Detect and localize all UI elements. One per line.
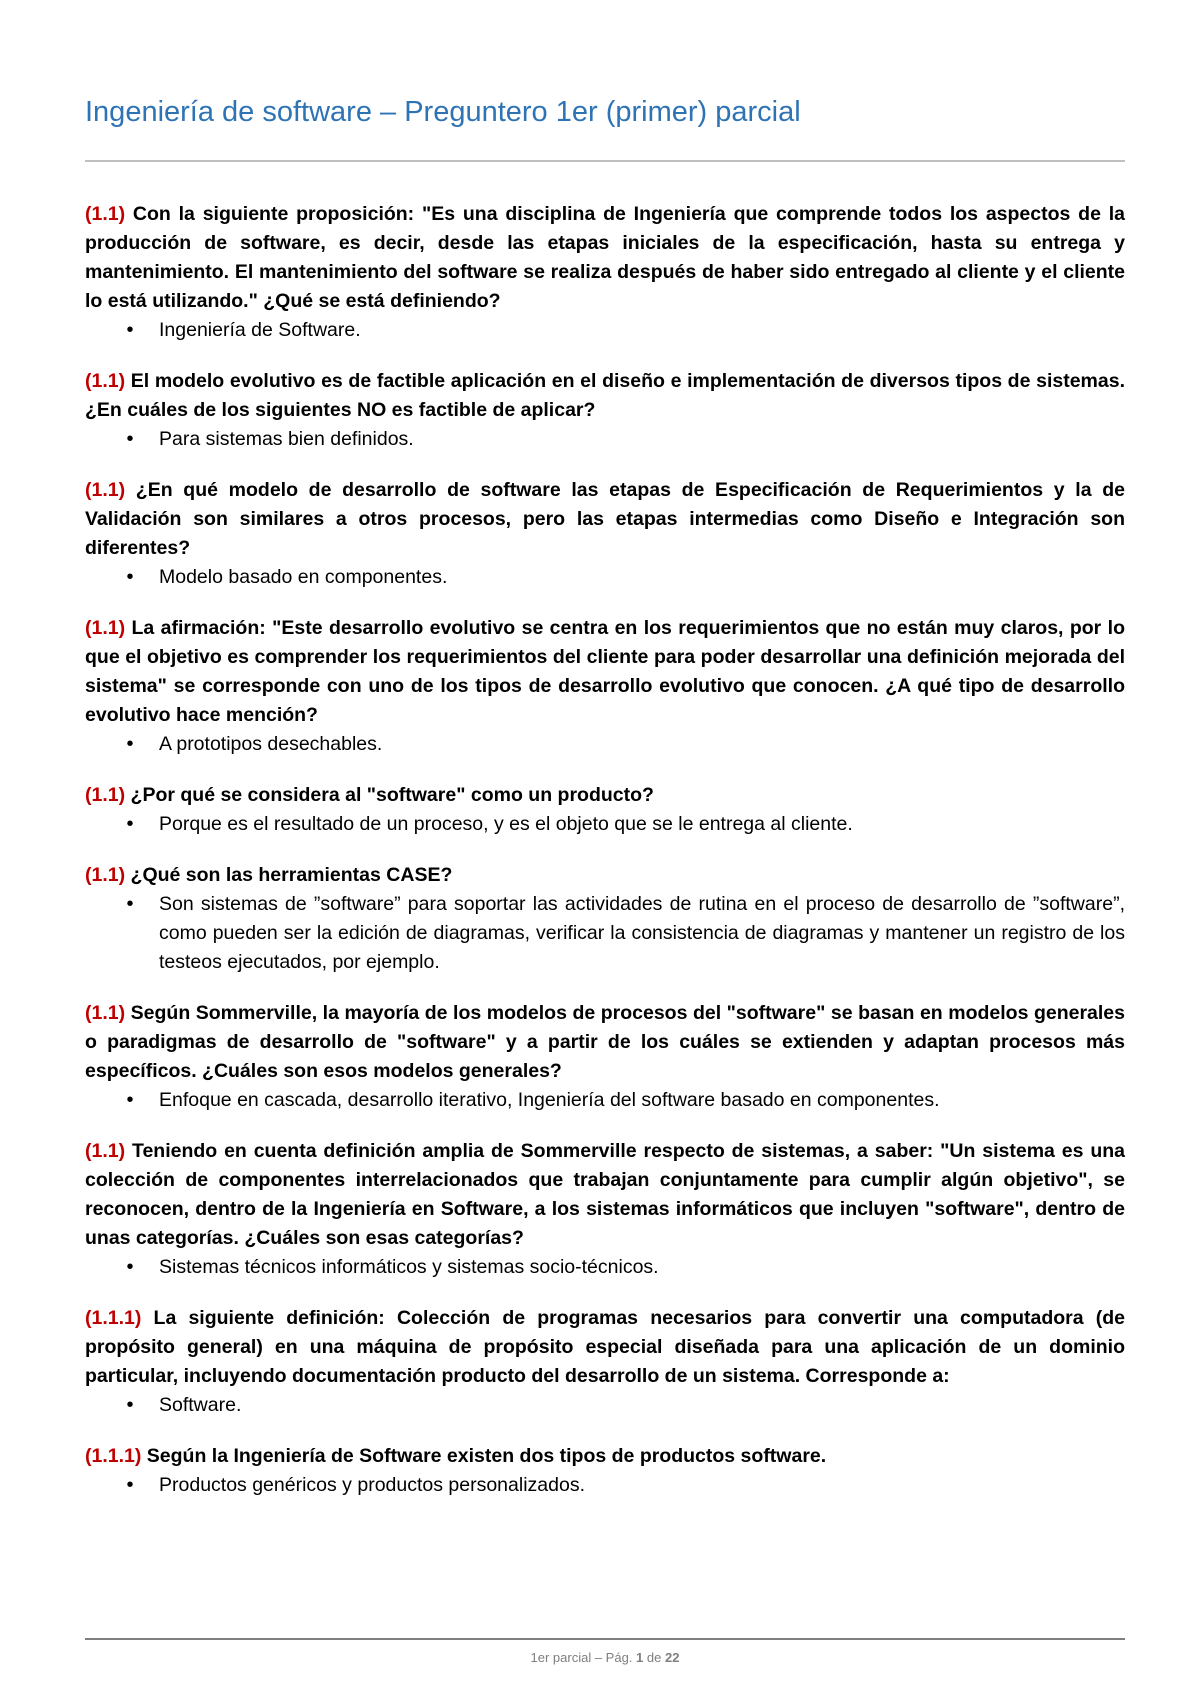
question-block bbox=[85, 476, 1125, 592]
question-block bbox=[85, 1304, 1125, 1420]
question-block bbox=[85, 614, 1125, 759]
answer-text: Porque es el resultado de un proceso, y es el objeto que se le entrega al cliente. bbox=[159, 813, 853, 835]
question-number: (1.1) bbox=[85, 479, 126, 501]
question-text bbox=[85, 200, 1125, 316]
question-block bbox=[85, 861, 1125, 977]
footer-of: de bbox=[646, 1650, 662, 1665]
bullet-icon: • bbox=[126, 319, 134, 341]
answer-item bbox=[85, 425, 1125, 454]
answer-item bbox=[85, 730, 1125, 759]
footer-page-total: 22 bbox=[665, 1650, 680, 1665]
question-text bbox=[85, 367, 1125, 425]
question-body: ¿En qué modelo de desarrollo de software las etapas de Especificación de Requerimientos y la de Validación son similares a otros procesos, pero las etapas intermedias como Diseño e Integración son diferentes? bbox=[85, 479, 1125, 559]
answer-item bbox=[85, 1471, 1125, 1500]
question-body: Con la siguiente proposición: "Es una disciplina de Ingeniería que comprende todos los aspectos de la producción de software, es decir, desde las etapas iniciales de la especificación, hasta su entrega y mantenimiento. El mantenimiento del software se realiza después de haber sido entregado al cliente y el cliente lo está utilizando." ¿Qué se está definiendo? bbox=[85, 203, 1125, 312]
question-text bbox=[85, 1442, 1125, 1471]
question-body: La afirmación: "Este desarrollo evolutivo se centra en los requerimientos que no están muy claros, por lo que el objetivo es comprender los requerimientos del cliente para poder desarrollar una definición mejorada del sistema" se corresponde con uno de los tipos de desarrollo evolutivo que conocen. ¿A qué tipo de desarrollo evolutivo hace mención? bbox=[85, 617, 1125, 726]
question-block bbox=[85, 200, 1125, 345]
answer-text: Enfoque en cascada, desarrollo iterativo, Ingeniería del software basado en componentes. bbox=[159, 1089, 940, 1111]
answer-item bbox=[85, 316, 1125, 345]
question-number: (1.1) bbox=[85, 203, 126, 225]
bullet-icon: • bbox=[126, 813, 134, 835]
answer-list bbox=[85, 425, 1125, 454]
title-divider bbox=[85, 160, 1125, 162]
question-number: (1.1) bbox=[85, 617, 126, 639]
answer-list bbox=[85, 316, 1125, 345]
question-block bbox=[85, 367, 1125, 454]
bullet-icon: • bbox=[126, 428, 134, 450]
bullet-icon: • bbox=[126, 566, 134, 588]
question-body: Teniendo en cuenta definición amplia de Sommerville respecto de sistemas, a saber: "Un sistema es una colección de componentes interrelacionados que trabajan conjuntamente para cumplir algún objetivo", se reconocen, dentro de la Ingeniería en Software, a los sistemas informáticos que incluyen "software", dentro de unas categorías. ¿Cuáles son esas categorías? bbox=[85, 1140, 1125, 1249]
bullet-icon: • bbox=[126, 893, 134, 915]
question-number: (1.1.1) bbox=[85, 1445, 142, 1467]
answer-list bbox=[85, 563, 1125, 592]
page-footer bbox=[85, 1650, 1125, 1665]
question-block bbox=[85, 1442, 1125, 1500]
question-text bbox=[85, 476, 1125, 563]
answer-text: Ingeniería de Software. bbox=[159, 319, 361, 341]
answer-item bbox=[85, 810, 1125, 839]
footer-divider bbox=[85, 1638, 1125, 1640]
answer-item bbox=[85, 1253, 1125, 1282]
answer-text: A prototipos desechables. bbox=[159, 733, 383, 755]
answer-item bbox=[85, 563, 1125, 592]
question-number: (1.1) bbox=[85, 864, 126, 886]
question-body: El modelo evolutivo es de factible aplicación en el diseño e implementación de diversos tipos de sistemas. ¿En cuáles de los siguientes NO es factible de aplicar? bbox=[85, 370, 1125, 421]
answer-list bbox=[85, 1471, 1125, 1500]
answer-list bbox=[85, 1253, 1125, 1282]
question-text bbox=[85, 781, 1125, 810]
answer-text: Son sistemas de ”software” para soportar las actividades de rutina en el proceso de desarrollo de ”software”, como pueden ser la edición de diagramas, verificar la consistencia de diagramas y mantener un registro de los testeos ejecutados, por ejemplo. bbox=[159, 893, 1125, 973]
footer-page-number: 1 bbox=[636, 1650, 644, 1665]
question-text bbox=[85, 1304, 1125, 1391]
answer-list bbox=[85, 810, 1125, 839]
question-block bbox=[85, 1137, 1125, 1282]
bullet-icon: • bbox=[126, 1256, 134, 1278]
question-body: ¿Qué son las herramientas CASE? bbox=[130, 864, 453, 886]
bullet-icon: • bbox=[126, 1474, 134, 1496]
question-text bbox=[85, 614, 1125, 730]
document-title: Ingeniería de software – Preguntero 1er (primer) parcial bbox=[85, 96, 801, 128]
question-number: (1.1) bbox=[85, 1140, 126, 1162]
answer-item bbox=[85, 1086, 1125, 1115]
answer-list bbox=[85, 730, 1125, 759]
question-text bbox=[85, 999, 1125, 1086]
question-text bbox=[85, 861, 1125, 890]
question-body: Según Sommerville, la mayoría de los modelos de procesos del "software" se basan en modelos generales o paradigmas de desarrollo de "software" y a partir de los cuáles se extienden y adaptan procesos más específicos. ¿Cuáles son esos modelos generales? bbox=[85, 1002, 1125, 1082]
question-body: Según la Ingeniería de Software existen dos tipos de productos software. bbox=[146, 1445, 827, 1467]
question-number: (1.1.1) bbox=[85, 1307, 142, 1329]
answer-text: Para sistemas bien definidos. bbox=[159, 428, 414, 450]
answer-list bbox=[85, 1391, 1125, 1420]
question-number: (1.1) bbox=[85, 370, 126, 392]
answer-item bbox=[85, 890, 1125, 977]
question-number: (1.1) bbox=[85, 784, 126, 806]
footer-label: 1er parcial – Pág. bbox=[530, 1650, 633, 1665]
answer-text: Modelo basado en componentes. bbox=[159, 566, 448, 588]
answer-text: Software. bbox=[159, 1394, 242, 1416]
answer-list bbox=[85, 1086, 1125, 1115]
answer-text: Sistemas técnicos informáticos y sistemas socio-técnicos. bbox=[159, 1256, 659, 1278]
bullet-icon: • bbox=[126, 733, 134, 755]
answer-item bbox=[85, 1391, 1125, 1420]
bullet-icon: • bbox=[126, 1089, 134, 1111]
question-block bbox=[85, 999, 1125, 1115]
question-body: La siguiente definición: Colección de programas necesarios para convertir una computadora (de propósito general) en una máquina de propósito especial diseñada para una aplicación de un dominio particular, incluyendo documentación producto del desarrollo de un sistema. Corresponde a: bbox=[85, 1307, 1125, 1387]
question-list bbox=[85, 200, 1125, 1522]
question-text bbox=[85, 1137, 1125, 1253]
answer-text: Productos genéricos y productos personalizados. bbox=[159, 1474, 585, 1496]
bullet-icon: • bbox=[126, 1394, 134, 1416]
question-body: ¿Por qué se considera al "software" como un producto? bbox=[130, 784, 654, 806]
answer-list bbox=[85, 890, 1125, 977]
question-block bbox=[85, 781, 1125, 839]
question-number: (1.1) bbox=[85, 1002, 126, 1024]
